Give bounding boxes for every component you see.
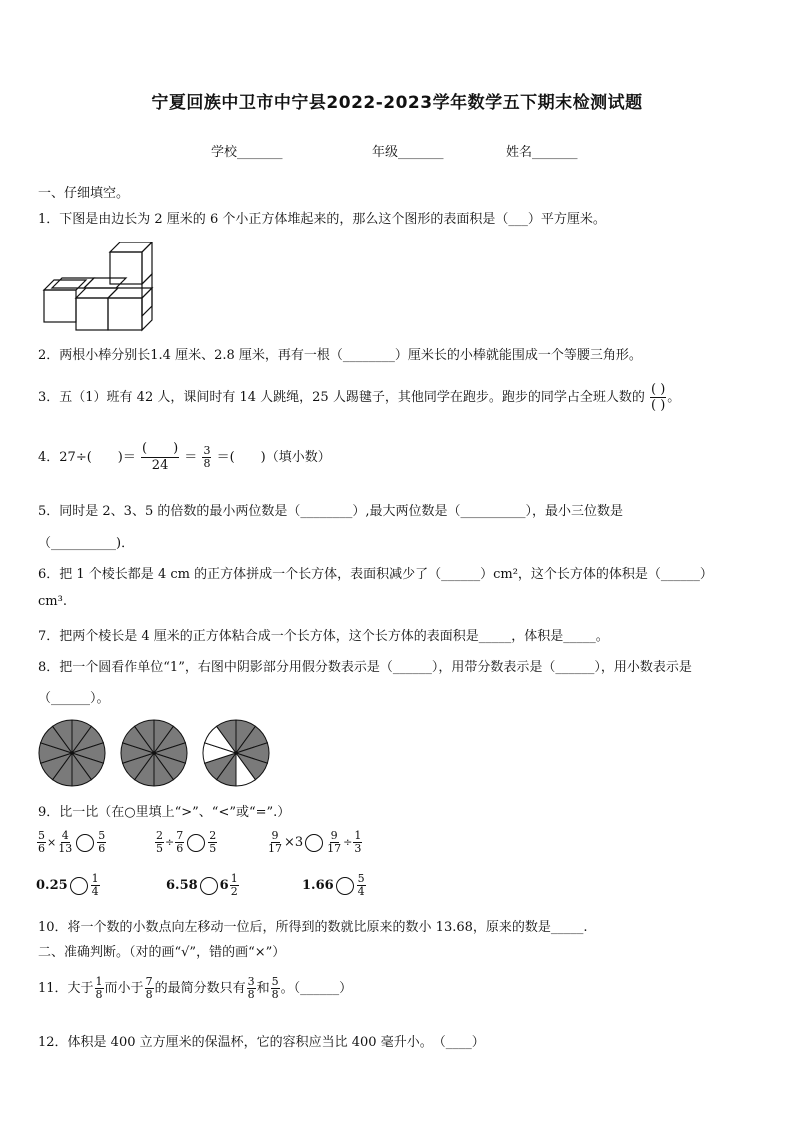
den: 5 [156, 842, 163, 855]
compare-circle[interactable] [187, 834, 205, 852]
pie-1 [39, 720, 105, 786]
q11-a: 11．大于 [38, 981, 94, 996]
q4-fraction-2 [202, 445, 211, 470]
question-9: 9．比一比（在○里填上“>”、“<”或“=”.） [38, 805, 291, 820]
compare-circle[interactable] [70, 877, 88, 895]
q4-fraction-den: 24 [151, 458, 169, 473]
frac [326, 830, 342, 855]
num: 9 [271, 829, 279, 842]
frac [247, 976, 256, 1001]
question-1: 1．下图是由边长为 2 厘米的 6 个小正方体堆起来的，那么这个图形的表面积是（___）平方厘米。 [38, 212, 606, 227]
den: 17 [268, 842, 282, 855]
den: 3 [354, 842, 362, 855]
grade-field: 年级_______ [372, 145, 444, 160]
num: 5 [98, 829, 106, 842]
den: 17 [327, 842, 342, 855]
q4-fraction-num: ( ) [142, 441, 179, 456]
q4-f2-den: 8 [203, 457, 211, 470]
q11-d: 和 [256, 981, 270, 996]
q11-c: 的最简分数只有 [154, 981, 246, 996]
q4-tail: ＝( )（填小数） [216, 450, 331, 465]
q4-eq: ＝ [184, 450, 198, 465]
op: ÷ [343, 836, 353, 849]
frac [91, 873, 100, 898]
num: 7 [145, 975, 153, 988]
question-5-line1: 5．同时是 2、3、5 的倍数的最小两位数是（________）,最大两位数是（__________），最小三位数是 [38, 504, 623, 519]
question-3-end: 。 [667, 390, 681, 405]
value: 0.25 [36, 878, 68, 893]
den: 2 [230, 885, 238, 898]
name-field: 姓名_______ [506, 145, 578, 160]
num: 5 [271, 975, 279, 988]
den: 8 [145, 988, 153, 1001]
compare-circle[interactable] [200, 877, 218, 895]
pie-2 [121, 720, 187, 786]
question-6-line2: cm³. [38, 594, 67, 609]
den: 4 [91, 885, 99, 898]
value: 6.58 [166, 878, 198, 893]
op: ÷ [165, 836, 175, 849]
den: 6 [176, 842, 184, 855]
num: 1 [95, 975, 103, 988]
q11-b: 而小于 [104, 981, 144, 996]
den: 6 [38, 842, 45, 855]
num: 4 [61, 829, 69, 842]
compare-b [154, 830, 218, 855]
q11-e: 。（______） [280, 981, 353, 996]
compare-d [36, 873, 101, 898]
question-10: 10．将一个数的小数点向左移动一位后，所得到的数就比原来的数小 13.68，原来的数是_____. [38, 920, 588, 935]
num: 2 [156, 829, 163, 842]
den: 6 [98, 842, 106, 855]
frac [357, 873, 366, 898]
num: 1 [230, 872, 238, 885]
den: 8 [247, 988, 255, 1001]
op: ×3 [284, 835, 304, 850]
compare-a [36, 830, 107, 855]
question-5-line2: （__________)． [38, 536, 135, 551]
question-12: 12．体积是 400 立方厘米的保温杯，它的容积应当比 400 毫升小。 （____） [38, 1035, 485, 1050]
num: 5 [357, 872, 365, 885]
frac [267, 830, 283, 855]
frac [230, 873, 239, 898]
school-field: 学校_______ [211, 145, 283, 160]
op: × [47, 836, 57, 849]
frac [57, 830, 73, 855]
value: 1.66 [302, 878, 334, 893]
frac [97, 830, 106, 855]
question-2: 2．两根小棒分别长1.4 厘米、2.8 厘米，再有一根（________）厘米长的小棒就能围成一个等腰三角形。 [38, 348, 642, 363]
num: 1 [91, 872, 99, 885]
frac [175, 830, 184, 855]
den: 4 [357, 885, 365, 898]
pie-3 [203, 720, 269, 786]
section-1-heading: 一、仔细填空。 [38, 186, 130, 201]
q4-fraction [141, 441, 179, 474]
page-title: 宁夏回族中卫市中宁县2022-2023学年数学五下期末检测试题 [151, 93, 643, 113]
q4-start: 4．27÷( )＝ [38, 450, 136, 465]
compare-e [166, 873, 240, 898]
cube-stack-figure [42, 242, 160, 334]
pie-figures [36, 717, 272, 789]
frac [145, 976, 154, 1001]
section-2-heading: 二、准确判断。（对的画“√”，错的画“×”） [38, 945, 286, 960]
question-6-line1: 6．把 1 个棱长都是 4 cm 的正方体拼成一个长方体，表面积减少了（______）cm²，这个长方体的体积是（______） [38, 567, 713, 582]
num: 1 [354, 829, 362, 842]
question-7: 7．把两个棱长是 4 厘米的正方体粘合成一个长方体，这个长方体的表面积是_____，体积是_____。 [38, 629, 609, 644]
num: 9 [330, 829, 338, 842]
compare-circle[interactable] [305, 834, 323, 852]
num: 2 [209, 829, 217, 842]
num: 7 [176, 829, 184, 842]
num: 5 [38, 829, 45, 842]
question-8-line2: （______）。 [38, 691, 110, 706]
den: 8 [271, 988, 279, 1001]
whole: 6 [219, 878, 229, 893]
num: 3 [247, 975, 255, 988]
question-3-text: 3．五（1）班有 42 人，课间时有 14 人跳绳，25 人踢毽子，其他同学在跑步。跑步的同学占全班人数的 [38, 390, 645, 405]
q4-f2-num: 3 [203, 444, 211, 457]
frac [37, 830, 46, 855]
blank-fraction: $\frac{( )}{( )}$ [650, 382, 666, 413]
frac [208, 830, 217, 855]
frac [353, 830, 362, 855]
den: 13 [58, 842, 73, 855]
question-3 [38, 382, 680, 413]
den: 5 [209, 842, 217, 855]
frac [155, 830, 164, 855]
frac [271, 976, 280, 1001]
den: 8 [95, 988, 103, 1001]
compare-circle[interactable] [336, 877, 354, 895]
question-11 [38, 976, 352, 1001]
compare-c [266, 830, 363, 855]
question-4 [38, 441, 331, 474]
question-8-line1: 8．把一个圆看作单位“1”，右图中阴影部分用假分数表示是（______），用带分数表示是（______），用小数表示是 [38, 660, 692, 675]
compare-circle[interactable] [76, 834, 94, 852]
compare-f [302, 873, 367, 898]
frac [95, 976, 104, 1001]
